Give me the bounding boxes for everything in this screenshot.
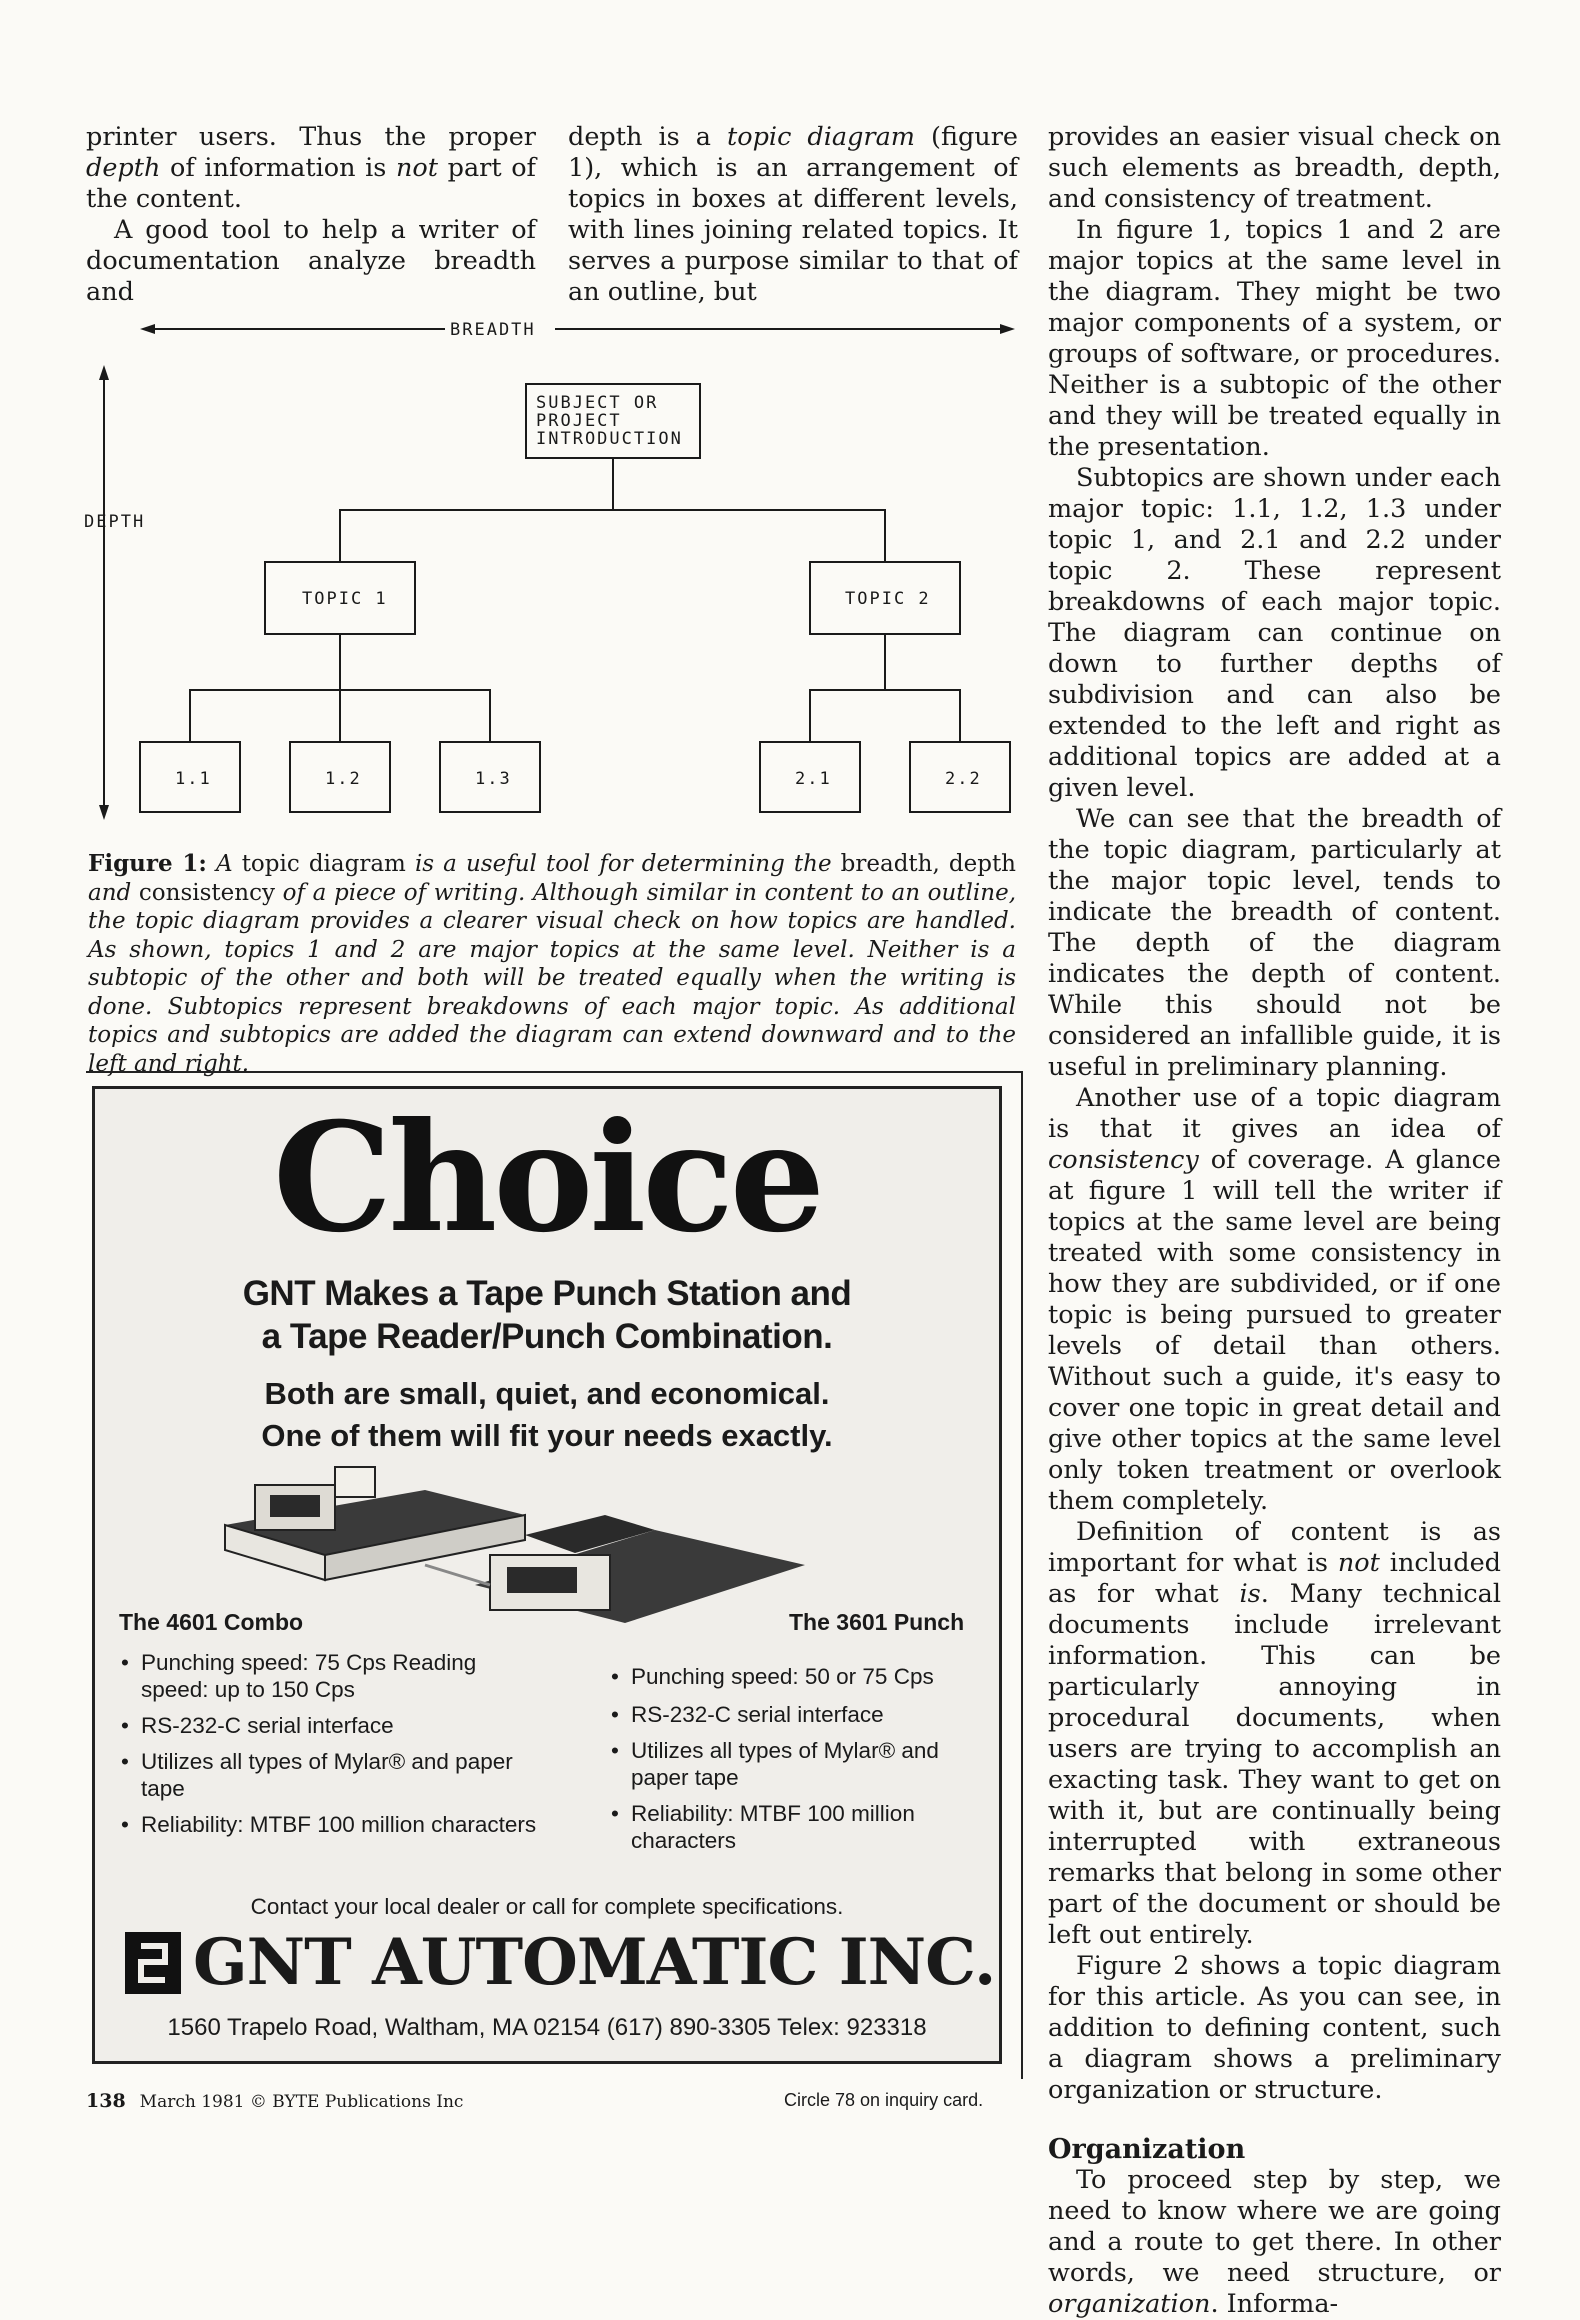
arrowhead-right [1000, 324, 1015, 334]
paragraph: depth is a topic diagram (figure 1), which is an arrangement of topics in boxes at different levels, with lines joining related topics. It serves a purpose similar to that of an outline, but [568, 122, 1018, 307]
topic-label: TOPIC 1 [302, 589, 388, 609]
section-heading: Organization [1048, 2134, 1246, 2165]
paragraph: Subtopics are shown under each major topic: 1.1, 1.2, 1.3 under topic 1, and 2.1 and 2.2 under topic 2. These represent breakdowns of each major topic. The diagram can continue on down to further depths of subdivision and can also be extended to the left and right as additional topics are added at a given level. [1048, 463, 1501, 803]
paragraph: A good tool to help a writer of documentation analyze breadth and [86, 215, 536, 307]
subtopic-label: 1.2 [325, 769, 362, 789]
connector-line [810, 690, 960, 742]
paragraph: Definition of content is as important for what is not included as for what is. Many technical documents include irrelevant information. This can be particularly annoying in procedural documents, when users are trying to accomplish an exacting task. They want to get on with it, but are continually being interrupted with extraneous remarks that belong in some other part of the document or should be left out entirely. [1048, 1517, 1501, 1950]
page-footer [86, 2090, 463, 2112]
text-column-1 [86, 122, 536, 308]
topic-diagram [60, 310, 1020, 830]
feature-list [119, 1649, 549, 1847]
list-item: • Utilizes all types of Mylar® and paper tape [119, 1748, 549, 1802]
connector-line [340, 510, 885, 562]
subtopic-label: 1.3 [475, 769, 512, 789]
ad-divider-rule [86, 1071, 1022, 1073]
text-column-2 [568, 122, 1018, 308]
combo-machine [225, 1467, 525, 1580]
tape-machines-photo [95, 1445, 999, 1625]
inquiry-note: Circle 78 on inquiry card. [784, 2090, 984, 2110]
issue-line: March 1981 © BYTE Publications Inc [139, 2092, 464, 2112]
paragraph: In figure 1, topics 1 and 2 are major topics at the same level in the diagram. They might be two major components of a system, or groups of software, or procedures. Neither is a subtopic of the other and they will be treated equally in the presentation. [1048, 215, 1501, 462]
figure-label: Figure 1: [88, 850, 207, 877]
paragraph: Another use of a topic diagram is that it gives an idea of consistency of coverage. A glance at figure 1 will tell the writer if topics at the same level are being treated with some consistency in how they are subdivided, or if one topic is being pursued to greater levels of detail than others. Without such a guide, it's easy to cover one topic in great detail and give other topics at the same level only token treatment or overlook them completely. [1048, 1083, 1501, 1516]
arrowhead-left [140, 324, 155, 334]
text-column-3 [1048, 122, 1501, 2320]
list-item: • Reliability: MTBF 100 million characters [609, 1800, 969, 1854]
list-item: • Utilizes all types of Mylar® and paper tape [609, 1737, 969, 1791]
subtopic-label: 1.1 [175, 769, 212, 789]
list-item: • Reliability: MTBF 100 million characters [119, 1811, 549, 1838]
paragraph: To proceed step by step, we need to know where we are going and a route to get there. In other words, we need structure, or organization. Informa- [1048, 2165, 1501, 2319]
column-divider-rule [1021, 1071, 1023, 2079]
figure-caption: Figure 1: A topic diagram is a useful tool for determining the breadth, depth and consistency of a piece of writing. Although similar in content to an outline, the topic diagram provides a clearer visual check on how topics are handled. As shown, topics 1 and 2 are major topics at the same level. Neither is a subtopic of the other and both will be treated equally when the writing is done. Subtopics represent breakdowns of each major topic. As additional topics and subtopics are added the diagram can extend downward and to the left and right. [88, 850, 1016, 1077]
company-name: GNT AUTOMATIC INC. [193, 1925, 996, 2000]
breadth-label: BREADTH [450, 320, 536, 340]
feature-list [609, 1663, 969, 1863]
depth-label: DEPTH [84, 512, 146, 532]
ad-contact: Contact your local dealer or call for complete specifications. [250, 1894, 844, 1919]
list-item: • Punching speed: 75 Cps Reading speed: up to 150 Cps [119, 1649, 549, 1703]
arrowhead-up [99, 365, 109, 380]
list-item: • RS-232-C serial interface [609, 1701, 969, 1728]
root-label: PROJECT [536, 411, 622, 431]
arrowhead-down [99, 805, 109, 820]
advertisement [92, 1086, 1002, 2064]
root-label: INTRODUCTION [536, 429, 683, 449]
product-name: The 3601 Punch [789, 1609, 965, 1635]
ad-tagline: Both are small, quiet, and economical. One of them will fit your needs exactly. [261, 1376, 833, 1453]
product-name: The 4601 Combo [119, 1609, 304, 1635]
list-item: • RS-232-C serial interface [119, 1712, 549, 1739]
ad-headline: Choice [272, 1090, 822, 1266]
company-address: 1560 Trapelo Road, Waltham, MA 02154 (617) 890-3305 Telex: 923318 [167, 2014, 927, 2041]
subtopic-label: 2.1 [795, 769, 832, 789]
root-label: SUBJECT OR [536, 393, 659, 413]
list-item: • Punching speed: 50 or 75 Cps [609, 1663, 969, 1690]
ad-subheadline: GNT Makes a Tape Punch Station and a Tape Reader/Punch Combination. [242, 1274, 852, 1356]
paragraph: Figure 2 shows a topic diagram for this article. As you can see, in addition to defining content, such a diagram shows a preliminary organization or structure. [1048, 1951, 1501, 2105]
paragraph: printer users. Thus the proper depth of information is not part of the content. [86, 122, 536, 214]
subtopic-label: 2.2 [945, 769, 982, 789]
paragraph: provides an easier visual check on such elements as breadth, depth, and consistency of treatment. [1048, 122, 1501, 214]
page-number: 138 [86, 2090, 126, 2112]
topic-label: TOPIC 2 [845, 589, 931, 609]
paragraph: We can see that the breadth of the topic diagram, particularly at the major topic level, tends to indicate the breadth of content. The depth of the diagram indicates the depth of content. While this should not be considered an infallible guide, it is useful in preliminary planning. [1048, 804, 1501, 1082]
company-logo-icon [125, 1932, 181, 1994]
